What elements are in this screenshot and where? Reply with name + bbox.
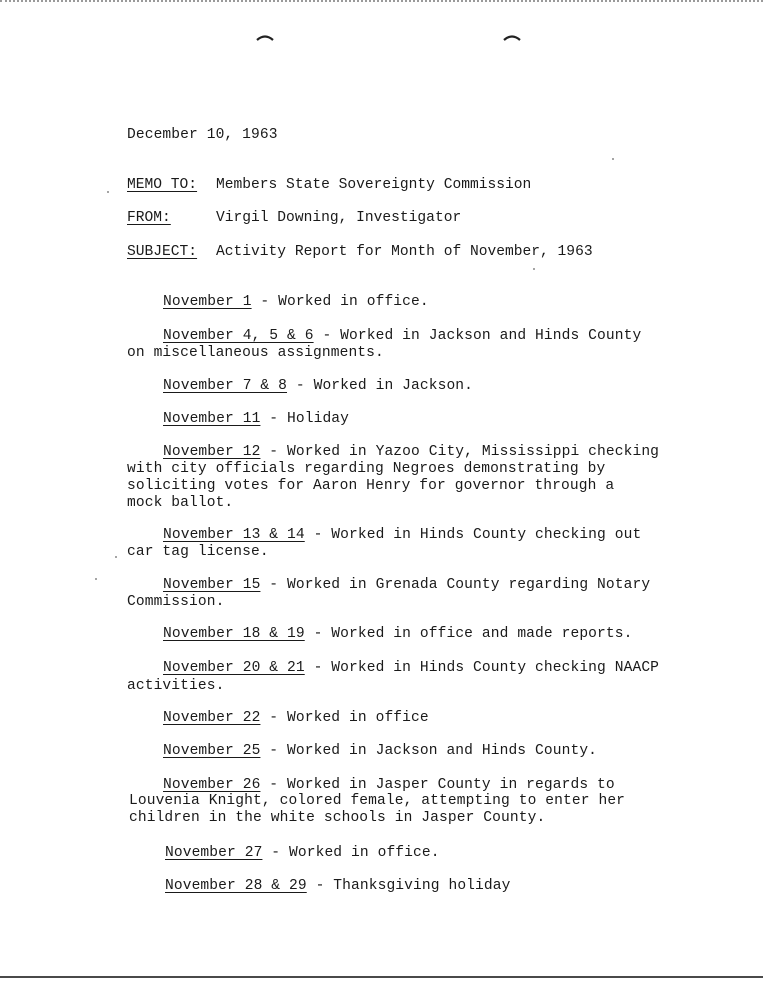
entry-text: - Thanksgiving holiday	[306, 878, 511, 894]
memo-from-value: Virgil Downing, Investigator	[216, 210, 462, 226]
scan-speck	[612, 158, 614, 160]
entry-first-line	[163, 660, 659, 677]
entry-first-line	[165, 878, 510, 895]
entry-text: - Worked in Hinds County checking out	[304, 527, 642, 543]
scan-speck	[95, 578, 97, 580]
entry-date: November 7 & 8	[163, 378, 288, 394]
entry-first-line	[163, 527, 641, 544]
entry-date: November 11	[163, 411, 261, 427]
entry-date: November 26	[163, 777, 261, 793]
memo-to-value: Members State Sovereignty Commission	[216, 177, 532, 193]
entry-text: - Worked in office.	[251, 294, 429, 310]
entry-date: November 28 & 29	[165, 878, 307, 894]
entry-first-line	[163, 777, 615, 794]
entry-continuation-line: with city officials regarding Negroes demonstrating by	[127, 461, 606, 477]
entry-text: - Worked in Jackson and Hinds County	[313, 328, 642, 344]
page-bottom-rule	[0, 976, 763, 978]
page-top-border	[0, 0, 763, 5]
scan-speck	[107, 191, 109, 193]
entry-text: - Worked in Grenada County regarding Notary	[260, 577, 651, 593]
entry-continuation-line: mock ballot.	[127, 495, 234, 511]
entry-first-line	[165, 845, 440, 862]
entry-continuation-line: car tag license.	[127, 544, 269, 560]
entry-continuation-line: soliciting votes for Aaron Henry for governor through a	[127, 478, 615, 494]
entry-first-line	[163, 294, 429, 311]
scan-speck	[533, 268, 535, 270]
entry-date: November 27	[165, 845, 263, 861]
entry-text: - Worked in Yazoo City, Mississippi checking	[260, 444, 660, 460]
memo-from-label: FROM:	[127, 210, 171, 226]
entry-date: November 4, 5 & 6	[163, 328, 314, 344]
scan-speck	[115, 556, 117, 558]
entry-first-line	[163, 378, 473, 395]
entry-date: November 13 & 14	[163, 527, 305, 543]
entry-text: - Worked in Hinds County checking NAACP	[304, 660, 660, 676]
entry-first-line	[163, 743, 597, 760]
entry-first-line	[163, 577, 650, 594]
entry-first-line	[163, 626, 632, 643]
entry-continuation-line: Commission.	[127, 594, 225, 610]
memo-to-label: MEMO TO:	[127, 177, 198, 193]
entry-first-line	[163, 444, 659, 461]
entry-continuation-line: Louvenia Knight, colored female, attempting to enter her	[129, 793, 626, 809]
entry-continuation-line: activities.	[127, 678, 225, 694]
entry-text: - Worked in Jackson.	[287, 378, 474, 394]
entry-date: November 1	[163, 294, 252, 310]
entry-date: November 20 & 21	[163, 660, 305, 676]
punch-hole-mark-right	[503, 34, 521, 42]
entry-text: - Worked in Jackson and Hinds County.	[260, 743, 598, 759]
entry-date: November 18 & 19	[163, 626, 305, 642]
memo-date: December 10, 1963	[127, 127, 278, 143]
entry-first-line	[163, 710, 429, 727]
entry-date: November 22	[163, 710, 261, 726]
memo-subject-label: SUBJECT:	[127, 244, 198, 260]
entry-text: - Holiday	[260, 411, 350, 427]
punch-hole-mark-left	[256, 34, 274, 42]
entry-continuation-line: children in the white schools in Jasper County.	[129, 810, 546, 826]
entry-date: November 15	[163, 577, 261, 593]
entry-date: November 12	[163, 444, 261, 460]
entry-continuation-line: on miscellaneous assignments.	[127, 345, 384, 361]
entry-text: - Worked in office and made reports.	[304, 626, 633, 642]
entry-text: - Worked in Jasper County in regards to	[260, 777, 615, 793]
entry-text: - Worked in office.	[262, 845, 440, 861]
entry-date: November 25	[163, 743, 261, 759]
memo-subject-value: Activity Report for Month of November, 1963	[216, 244, 593, 260]
entry-first-line	[163, 411, 349, 428]
entry-first-line	[163, 328, 641, 345]
entry-text: - Worked in office	[260, 710, 429, 726]
